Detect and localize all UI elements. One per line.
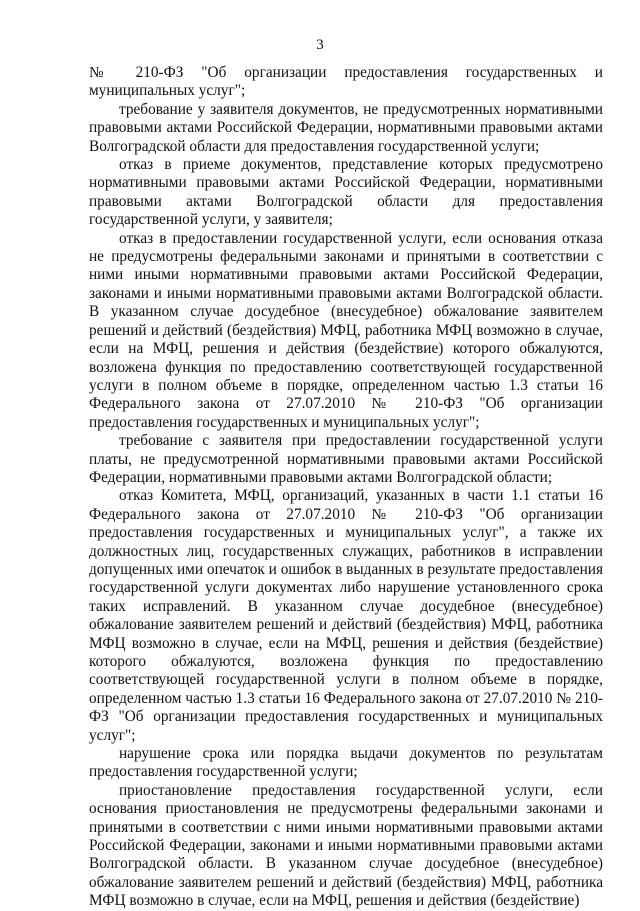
paragraph-continuation: № 210-ФЗ "Об организации предоставления государственных и муниципальных услуг"; — [89, 64, 603, 100]
paragraph-fee-requirement: требование с заявителя при предоставлении государственной услуги платы, не предусмотренной нормативными правовыми актами Российской Федерации, нормативными правовыми актами Волгоградской области; — [89, 432, 603, 486]
paragraph-refusal-corrections: отказ Комитета, МФЦ, организаций, указанных в части 1.1 статьи 16 Федерального закона от 27.07.2010 № 210-ФЗ "Об организации предоставления государственных и муниципальных услуг", а также их должностных лиц, государственных служащих, работников в исправлении допущенных ими опечаток и ошибок в выданных в результате предоставления государственной услуги документах либо нарушение установленного срока таких исправлений. В указанном случае досудебное (внесудебное) обжалование заявителем решений и действий (бездействия) МФЦ, работника МФЦ возможно в случае, если на МФЦ, решения и действия (бездействие) которого обжалуются, возложена функция по предоставлению соответствующей государственной услуги в полном объеме в порядке, определенном частью 1.3 статьи 16 Федерального закона от 27.07.2010 № 210-ФЗ "Об организации предоставления государственных и муниципальных услуг"; — [89, 487, 603, 744]
document-body — [89, 64, 603, 911]
paragraph-documents-requirement: требование у заявителя документов, не предусмотренных нормативными правовыми актами Российской Федерации, нормативными правовыми актами Волгоградской области для предоставления государственной услуги; — [89, 100, 603, 155]
page-number: 3 — [316, 37, 324, 53]
paragraph-refusal-accept-documents: отказ в приеме документов, представление которых предусмотрено нормативными правовыми актами Российской Федерации, нормативными правовыми актами Волгоградской области для предоставления государственной услуги, у заявителя; — [89, 156, 603, 229]
paragraph-refusal-service: отказ в предоставлении государственной услуги, если основания отказа не предусмотрены федеральными законами и принятыми в соответствии с ними иными нормативными правовыми актами Российской Федерации, законами и иными нормативными правовыми актами Волгоградской области. В указанном случае досудебное (внесудебное) обжалование заявителем решений и действий (бездействия) МФЦ, работника МФЦ возможно в случае, если на МФЦ, решения и действия (бездействие) которого обжалуются, возложена функция по предоставлению соответствующей государственной услуги в полном объеме в порядке, определенном частью 1.3 статьи 16 Федерального закона от 27.07.2010 № 210-ФЗ "Об организации предоставления государственных и муниципальных услуг"; — [89, 229, 603, 431]
paragraph-deadline-violation: нарушение срока или порядка выдачи документов по результатам предоставления государственной услуги; — [89, 745, 603, 781]
paragraph-suspension: приостановление предоставления государственной услуги, если основания приостановления не предусмотрены федеральными законами и принятыми в соответствии с ними иными нормативными правовыми актами Российской Федерации, законами и иными нормативными правовыми актами Волгоградской области. В указанном случае досудебное (внесудебное) обжалование заявителем решений и действий (бездействия) МФЦ, работника МФЦ возможно в случае, если на МФЦ, решения и действия (бездействие) — [89, 781, 603, 910]
